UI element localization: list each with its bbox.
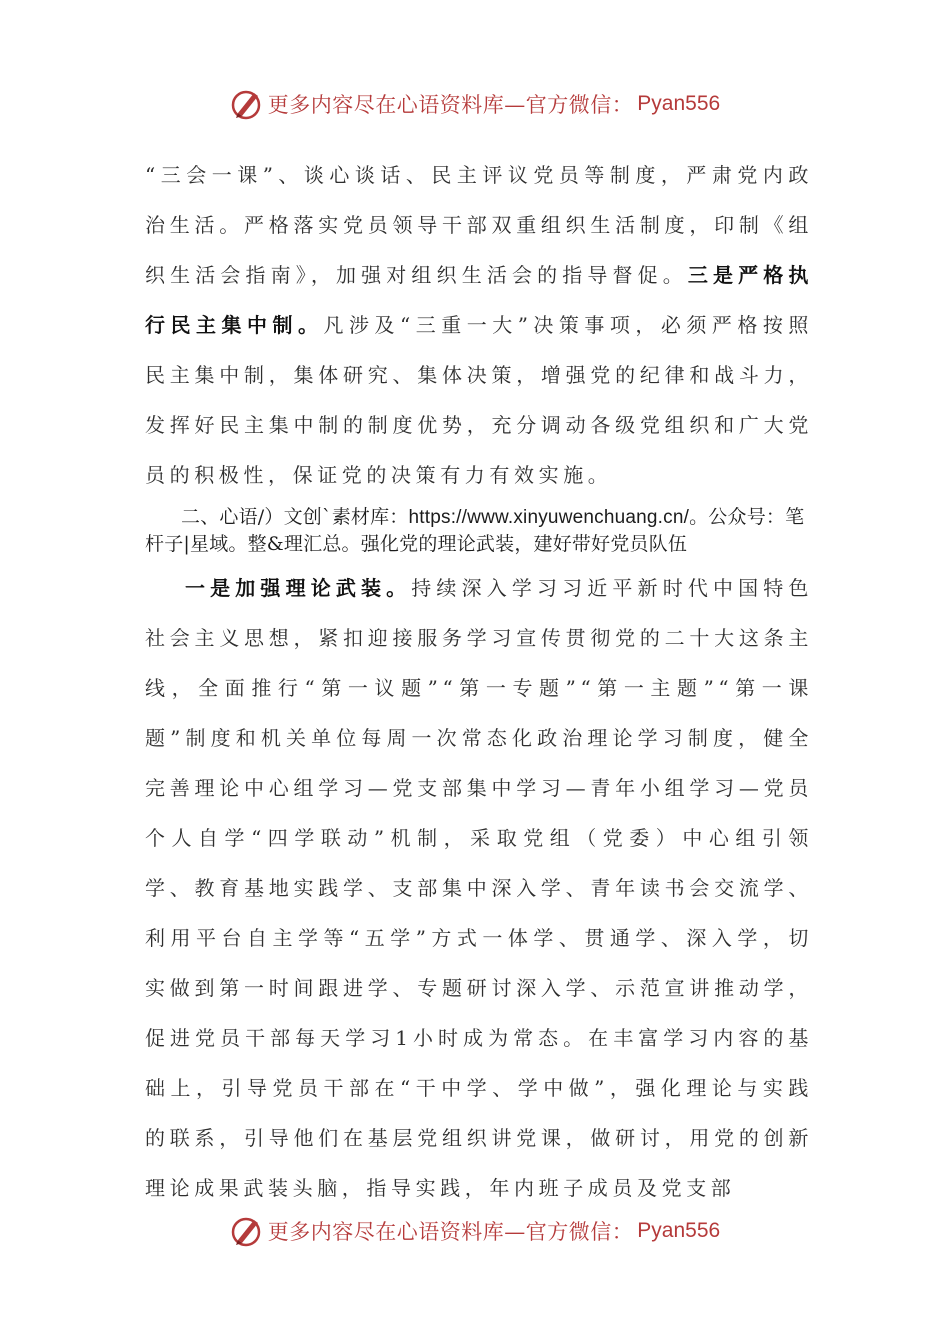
paragraph-1-text: “三会一课”、谈心谈话、民主评议党员等制度，严肃党内政治生活。严格落实党员领导干部双重组织生活制度，印制《组织生活会指南》，加强对组织生活会的指导督促。 [145, 163, 813, 287]
heading-2-suffix: 。公众号：笔杆子|星域。整&理汇总。强化党的理论武装，建好带好党员队伍 [145, 506, 805, 555]
pen-logo-icon [230, 87, 264, 121]
banner-text: 更多内容尽在心语资料库—官方微信： [267, 1220, 634, 1244]
banner-wechat-handle: Pyan556 [637, 1219, 721, 1242]
header-banner [0, 84, 950, 124]
paragraph-1-bold: 三是严格执行民主集中制。 [145, 263, 813, 337]
banner-wechat-handle: Pyan556 [637, 92, 721, 115]
pen-logo-icon [230, 1214, 264, 1248]
paragraph-2 [145, 563, 813, 1213]
footer-banner [0, 1211, 950, 1251]
section-heading-2 [145, 504, 813, 557]
paragraph-2-bold: 一是加强理论武装。 [185, 576, 412, 600]
heading-2-prefix: 二、心语/）文创`素材库： [181, 506, 409, 528]
document-body [145, 150, 813, 1213]
heading-2-url: https://www.xinyuwenchuang.cn/ [408, 507, 690, 528]
paragraph-1 [145, 150, 813, 500]
paragraph-1-rest: 凡涉及“三重一大”决策事项，必须严格按照民主集中制，集体研究、集体决策，增强党的纪律和战斗力，发挥好民主集中制的制度优势，充分调动各级党组织和广大党员的积极性，保证党的决策有力有效实施。 [145, 313, 814, 487]
paragraph-2-rest: 持续深入学习习近平新时代中国特色社会主义思想，紧扣迎接服务学习宣传贯彻党的二十大这条主线，全面推行“第一议题”“第一专题”“第一主题”“第一课题”制度和机关单位每周一次常态化政治理论学习制度，健全完善理论中心组学习—党支部集中学习—青年小组学习—党员个人自学“四学联动”机制，采取党组（党委）中心组引领学、教育基地实践学、支部集中深入学、青年读书会交流学、利用平台自主学等“五学”方式一体学、贯通学、深入学，切实做到第一时间跟进学、专题研讨深入学、示范宣讲推动学，促进党员干部每天学习1小时成为常态。在丰富学习内容的基础上，引导党员干部在“干中学、学中做”，强化理论与实践的联系，引导他们在基层党组织讲党课，做研讨，用党的创新理论成果武装头脑，指导实践，年内班子成员及党支部 [145, 576, 813, 1200]
banner-text: 更多内容尽在心语资料库—官方微信： [267, 93, 634, 117]
